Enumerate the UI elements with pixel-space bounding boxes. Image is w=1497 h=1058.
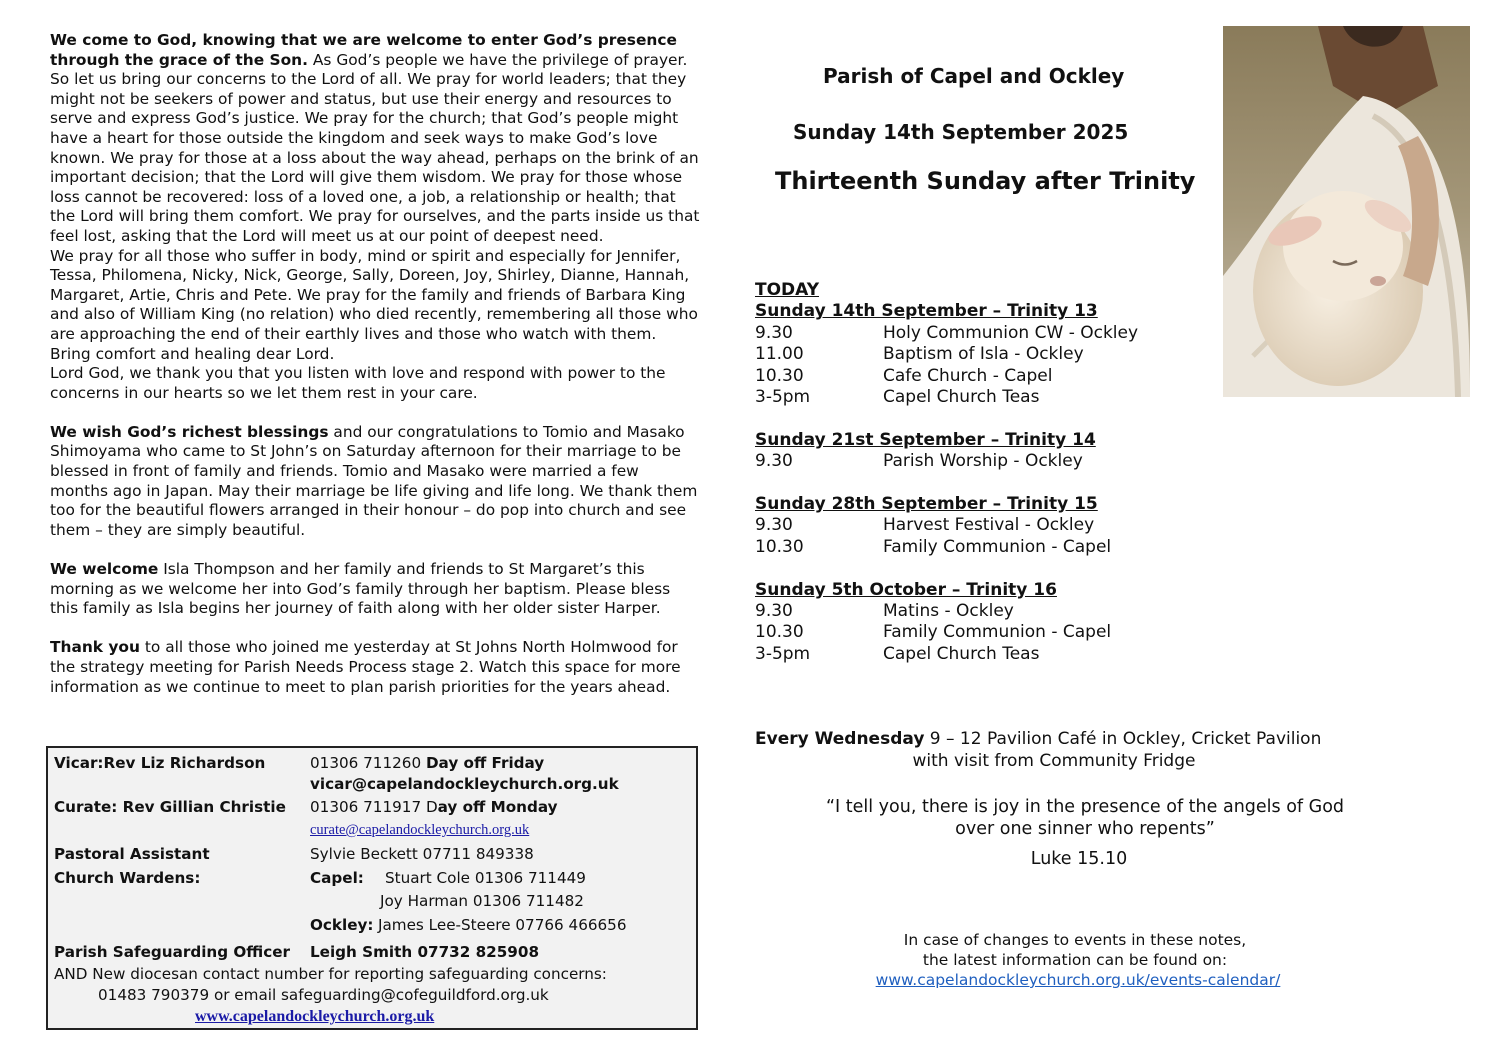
schedule-time: 3-5pm xyxy=(755,387,811,408)
schedule-event: Family Communion - Capel xyxy=(883,536,1112,557)
curate-email-link[interactable]: curate@capelandockleychurch.org.uk xyxy=(310,822,530,838)
schedule-time: 3-5pm xyxy=(755,643,811,664)
wednesday-line-1 xyxy=(755,728,1321,750)
schedule-time: 10.30 xyxy=(755,536,804,557)
sunday-name: Thirteenth Sunday after Trinity xyxy=(775,167,1196,195)
vicar-phone: 01306 711260 xyxy=(310,754,426,772)
quote-reference: Luke 15.10 xyxy=(1030,849,1128,869)
prayers-sick-list: We pray for all those who suffer in body, mind or spirit and especially for Jennifer, Tessa, Philomena, Nicky, Nick, George, Sally, Doreen, Joy, Shirley, Dianne, Hannah, Margaret, Artie, Chris and Pete. We pray for the family and friends of Barbara King and also of William King (no relation) who died recently, remembering all those who are approaching the end of their earthly lives and those who watch with them. Bring comfort and healing dear Lord. xyxy=(50,246,698,363)
schedule-event: Holy Communion CW - Ockley xyxy=(883,322,1139,343)
vicar-email[interactable]: vicar@capelandockleychurch.org.uk xyxy=(310,775,619,793)
schedule-row xyxy=(755,537,1215,558)
welcome-paragraph xyxy=(50,560,700,619)
schedule-event: Baptism of Isla - Ockley xyxy=(883,344,1084,365)
notices-column xyxy=(50,31,700,717)
blessings-paragraph xyxy=(50,423,700,541)
week-heading: Sunday 14th September – Trinity 13 xyxy=(755,301,1098,322)
quote-line-2: over one sinner who repents” xyxy=(955,819,1215,839)
schedule-row xyxy=(755,366,1215,387)
vicar-details xyxy=(310,752,544,775)
diocesan-contact: 01483 790379 or email safeguarding@cofeguildford.org.uk xyxy=(98,986,549,1004)
schedule-time: 9.30 xyxy=(755,451,793,472)
safeguarding-value: Leigh Smith 07732 825908 xyxy=(310,943,540,961)
blessings-body: and our congratulations to Tomio and Masako Shimoyama who came to St John’s on Saturday afternoon for their marriage to be blessed in front of family and friends. Tomio and Masako were married a few months ago in Japan. May their marriage be life giving and life long. We thank them too for the beautiful flowers arranged in their honour – do pop into church and see them – they are simply beautiful. xyxy=(50,422,698,539)
curate-dayoff: ay off Monday xyxy=(437,798,558,816)
schedule-row xyxy=(755,323,1215,344)
week-heading: Sunday 5th October – Trinity 16 xyxy=(755,579,1057,600)
pastoral-value: Sylvie Beckett 07711 849338 xyxy=(310,845,534,863)
events-calendar-link[interactable]: www.capelandockleychurch.org.uk/events-calendar/ xyxy=(875,971,1281,989)
thanks-body: to all those who joined me yesterday at St Johns North Holmwood for the strategy meeting for Parish Needs Process stage 2. Watch this space for more information as we continue to meet to plan parish priorities for the years ahead. xyxy=(50,638,681,696)
service-date: Sunday 14th September 2025 xyxy=(793,120,1129,144)
diocesan-line: AND New diocesan contact number for reporting safeguarding concerns: xyxy=(54,965,607,983)
ockley-label: Ockley: xyxy=(310,916,374,934)
schedule-time: 9.30 xyxy=(755,322,793,343)
schedule-row xyxy=(755,644,1215,665)
ockley-warden-1: James Lee-Steere 07766 466656 xyxy=(378,916,627,934)
schedule-event: Capel Church Teas xyxy=(883,387,1040,408)
week-heading: Sunday 28th September – Trinity 15 xyxy=(755,494,1098,515)
schedule-event: Matins - Ockley xyxy=(883,601,1014,622)
events-calendar-link-wrap xyxy=(755,970,1401,990)
today-label: TODAY xyxy=(755,280,819,300)
schedule-event: Harvest Festival - Ockley xyxy=(883,515,1095,536)
schedule-event: Parish Worship - Ockley xyxy=(883,451,1083,472)
jesus-holding-lamb-image xyxy=(1223,26,1470,397)
vicar-dayoff: Day off Friday xyxy=(425,754,545,772)
website-link[interactable]: www.capelandockleychurch.org.uk xyxy=(195,1008,435,1025)
schedule-row xyxy=(755,601,1215,622)
schedule-time: 9.30 xyxy=(755,601,793,622)
vicar-label: Vicar:Rev Liz Richardson xyxy=(54,754,266,772)
schedule-event: Family Communion - Capel xyxy=(883,622,1112,643)
contacts-box xyxy=(46,746,698,1030)
prayers-paragraph xyxy=(50,31,700,247)
quote-line-1: “I tell you, there is joy in the presence of the angels of God xyxy=(825,797,1345,817)
week-heading: Sunday 21st September – Trinity 14 xyxy=(755,429,1096,450)
wardens-label: Church Wardens: xyxy=(54,869,201,887)
schedule-row xyxy=(755,451,1215,472)
schedule-time: 9.30 xyxy=(755,515,793,536)
changes-line-2: the latest information can be found on: xyxy=(922,951,1228,969)
schedule-row xyxy=(755,515,1215,536)
changes-line-1: In case of changes to events in these notes, xyxy=(903,931,1247,949)
wednesday-details: 9 – 12 Pavilion Café in Ockley, Cricket Pavilion xyxy=(924,729,1322,749)
curate-details xyxy=(310,796,558,819)
capel-warden-1: Stuart Cole 01306 711449 xyxy=(385,869,586,887)
welcome-heading: We welcome xyxy=(50,560,159,579)
schedule-event: Cafe Church - Capel xyxy=(883,365,1053,386)
schedule-time: 11.00 xyxy=(755,344,804,365)
pastoral-label: Pastoral Assistant xyxy=(54,845,210,863)
schedule-row xyxy=(755,344,1215,365)
schedule-row xyxy=(755,387,1215,408)
service-schedule xyxy=(755,280,1215,665)
wednesday-heading: Every Wednesday xyxy=(755,729,925,749)
capel-warden-2: Joy Harman 01306 711482 xyxy=(380,892,584,910)
curate-label: Curate: Rev Gillian Christie xyxy=(54,798,286,816)
welcome-body: Isla Thompson and her family and friends to St Margaret’s this morning as we welcome her into God’s family through her baptism. Please bless this family as Isla begins her journey of faith along with her older sister Harper. xyxy=(50,560,671,618)
prayers-body: As God’s people we have the privilege of prayer. So let us bring our concerns to the Lord of all. We pray for world leaders; that they might not be seekers of power and status, but use their energy and resources to serve and express God’s justice. We pray for the church; that God’s people might have a heart for those outside the kingdom and seek ways to make God’s love known. We pray for those at a loss about the way ahead, perhaps on the brink of an important decision; that the Lord will give them wisdom. We pray for those whose loss cannot be recovered: loss of a loved one, a job, a relationship or health; that the Lord will bring them comfort. We pray for ourselves, and the parts inside us that feel lost, asking that the Lord will meet us at our point of deepest need. xyxy=(50,50,700,245)
safeguarding-label: Parish Safeguarding Officer xyxy=(54,943,291,961)
thanks-heading: Thank you xyxy=(50,638,140,657)
curate-phone: 01306 711917 D xyxy=(310,798,438,816)
wednesday-line-2: with visit from Community Fridge xyxy=(912,751,1196,771)
thanks-paragraph xyxy=(50,638,700,697)
parish-title: Parish of Capel and Ockley xyxy=(823,64,1125,88)
schedule-time: 10.30 xyxy=(755,365,804,386)
schedule-event: Capel Church Teas xyxy=(883,643,1040,664)
prayers-intro: We come to God, knowing that we are welcome to enter God’s presence through the grace of the Son. xyxy=(50,31,677,69)
schedule-time: 10.30 xyxy=(755,622,804,643)
capel-label: Capel: xyxy=(310,869,364,887)
schedule-row xyxy=(755,622,1215,643)
prayers-closing: Lord God, we thank you that you listen with love and respond with power to the concerns in our hearts so we let them rest in your care. xyxy=(50,364,666,402)
blessings-heading: We wish God’s richest blessings xyxy=(50,422,329,441)
